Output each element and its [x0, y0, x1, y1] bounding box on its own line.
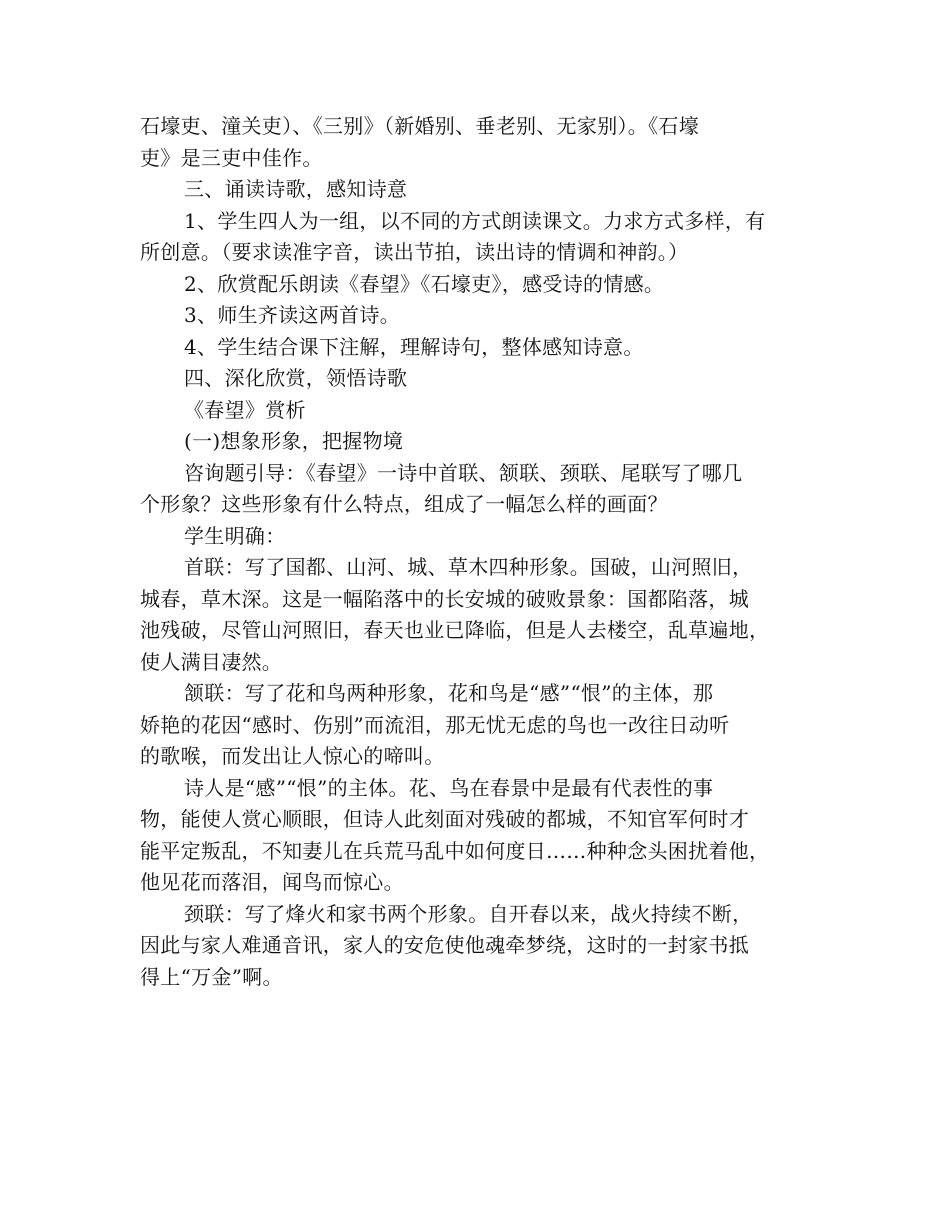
text-line: 咨询题引导：《春望》一诗中首联、颔联、颈联、尾联写了哪几 — [184, 460, 743, 485]
text-line: 吏》是三吏中佳作。 — [140, 145, 323, 170]
text-line: 个形象？这些形象有什么特点，组成了一幅怎么样的画面？ — [140, 492, 668, 516]
text-line: (一)想象形象，把握物境 — [184, 429, 404, 453]
paragraph — [140, 174, 840, 206]
paragraph — [140, 521, 840, 553]
text-line: 因此与家人难通音讯，家人的安危使他魂牵梦绕，这时的一封家书抵 — [140, 933, 749, 957]
paragraph — [140, 804, 840, 899]
paragraph — [140, 426, 840, 458]
paragraph — [140, 363, 840, 395]
text-line: 颈联：写了烽火和家书两个形象。自开春以来，战火持续不断， — [184, 901, 753, 926]
paragraph — [140, 111, 840, 174]
paragraph — [140, 899, 840, 931]
document-body — [140, 111, 840, 993]
text-line: 学生明确： — [184, 523, 286, 548]
text-line: 诗人是“感”“恨”的主体。花、鸟在春景中是最有代表性的事 — [184, 775, 714, 800]
paragraph — [140, 395, 840, 427]
paragraph — [140, 206, 840, 238]
paragraph — [140, 552, 840, 584]
paragraph — [140, 332, 840, 364]
text-line: 他见花而落泪，闻鸟而惊心。 — [140, 870, 404, 894]
paragraph — [140, 773, 840, 805]
text-line: 三、诵读诗歌，感知诗意 — [184, 177, 408, 201]
paragraph — [140, 458, 840, 490]
paragraph — [140, 710, 840, 773]
text-line: 2、欣赏配乐朗读《春望》《石壕吏》，感受诗的情感。 — [184, 271, 665, 296]
paragraph — [140, 269, 840, 301]
paragraph — [140, 237, 840, 269]
text-line: 四、深化欣赏，领悟诗歌 — [184, 366, 408, 390]
text-line: 池残破，尽管山河照旧，春天也业已降临，但是人去楼空，乱草遍地， — [140, 618, 770, 642]
text-line: 物，能使人赏心顺眼，但诗人此刻面对残破的都城，不知官军何时才 — [140, 807, 749, 831]
paragraph — [140, 930, 840, 993]
text-line: 娇艳的花因“感时、伤别”而流泪，那无忧无虑的鸟也一改往日动听 — [140, 712, 730, 737]
text-line: 得上“万金”啊。 — [140, 964, 283, 989]
text-line: 所创意。（要求读准字音，读出节拍，读出诗的情调和神韵。） — [140, 240, 689, 264]
paragraph — [140, 300, 840, 332]
text-line: 4、学生结合课下注解，理解诗句，整体感知诗意。 — [184, 334, 644, 359]
text-line: 使人满目凄然。 — [140, 649, 283, 674]
text-line: 首联：写了国都、山河、城、草木四种形象。国破，山河照旧， — [184, 555, 753, 579]
text-line: 1、学生四人为一组，以不同的方式朗读课文。力求方式多样，有 — [184, 208, 766, 233]
paragraph — [140, 678, 840, 710]
text-line: 石壕吏、潼关吏）、《三别》（新婚别、垂老别、无家别）。《石壕 — [140, 114, 699, 138]
paragraph — [140, 489, 840, 521]
paragraph — [140, 584, 840, 679]
text-line: 3、师生齐读这两首诗。 — [184, 303, 401, 327]
text-line: 的歌喉，而发出让人惊心的啼叫。 — [140, 744, 445, 768]
text-line: 城春，草木深。这是一幅陷落中的长安城的破败景象：国都陷落，城 — [140, 586, 749, 611]
text-line: 《春望》赏析 — [184, 397, 306, 422]
text-line: 能平定叛乱，不知妻儿在兵荒马乱中如何度日……种种念头困扰着他， — [140, 838, 770, 863]
text-line: 颔联：写了花和鸟两种形象，花和鸟是“感”“恨”的主体，那 — [184, 681, 714, 705]
